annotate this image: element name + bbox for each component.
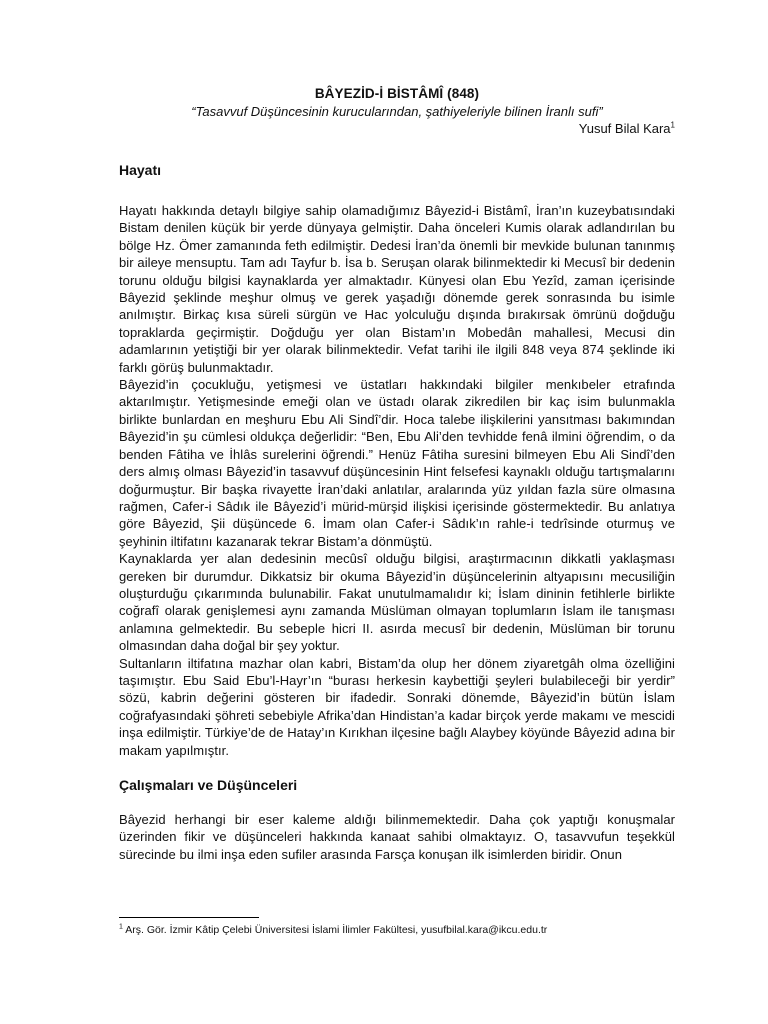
paragraph: Kaynaklarda yer alan dedesinin mecûsî olduğu bilgisi, araştırmacının dikkatli yaklaşması gereken bir durumdur. Dikkatsiz bir okuma Bâyezid’in düşüncelerinin altyapısını mecusiliğin oluşturduğu çıkarımında bulunabilir. Fakat unutulmamalıdır ki; İslam dininin fetihlerle birlikte coğrafî olarak genişlemesi aynı zamanda Müslüman olmayan toplumların İslam ile tanışması anlamına gelmektedir. Bu sebeple hicri II. asırda mecusî bir dedenin, Müslüman bir torunu olmasından daha doğal bir şey yoktur.	[119, 551, 675, 654]
footnote-divider	[119, 917, 259, 918]
paragraph: Bâyezid herhangi bir eser kaleme aldığı bilinmemektedir. Daha çok yaptığı konuşmalar üzerinden fikir ve düşünceleri hakkında kanaat sahibi olmaktayız. O, tasavvufun teşekkül sürecinde bu ilmi inşa eden sufiler arasında Farsça konuşan ilk isimlerden biridir. Onun	[119, 812, 675, 862]
section-heading-hayati: Hayatı	[119, 162, 162, 178]
section-heading-calismalari: Çalışmaları ve Düşünceleri	[119, 777, 298, 793]
paragraph: Hayatı hakkında detaylı bilgiye sahip olamadığımız Bâyezid-i Bistâmî, İran’ın kuzeybatısındaki Bistam denilen küçük bir yerde dünyaya gelmiştir. Daha önceleri Kumis olarak adlandırılan bu bölge Hz. Ömer zamanında feth edilmiştir. Dedesi İran’da önemli bir mevkide bulunan tanınmış bir aileye mensuptu. Tam adı Tayfur b. İsa b. Seruşan olarak bilinmektedir ki Mecusî bir dedenin torunu olduğu bilgisi kaynaklarda yer almaktadır. Künyesi olan Ebu Yezîd, zaman içerisinde Bâyezid şeklinde meşhur olmuş ve gerek yaşadığı dönemde gerek sonrasında bu isimle anılmıştır. Birkaç kısa süreli sürgün ve Hac yolculuğu dışında bırakırsak ömrünü doğduğu topraklarda geçirmiştir. Doğduğu yer olan Bistam’ın Mobedân mahallesi, Mecusi din adamlarının yetiştiği bir yer olarak bilinmektedir. Vefat tarihi ile ilgili 848 veya 874 şeklinde iki farklı görüş bulunmaktadır.	[119, 203, 675, 375]
paragraph: Sultanların iltifatına mazhar olan kabri, Bistam’da olup her dönem ziyaretgâh olma özelliğini taşımıştır. Ebu Said Ebu’l-Hayr’ın “burası herkesin kaybettiği şeyleri bulabileceği bir yerdir” sözü, kabrin değerini gösteren bir ifadedir. Sonraki dönemde, Bâyezid’in bütün İslam coğrafyasındaki şöhreti sebebiyle Afrika’dan Hindistan’a kadar birçok yerde makamı ve mescidi inşa edilmiştir. Türkiye’de de Hatay’ın Kırıkhan ilçesine bağlı Alaybey köyünde Bâyezid adına bir makam yapılmıştır.	[119, 655, 675, 758]
footnote-text: Arş. Gör. İzmir Kâtip Çelebi Üniversitesi İslami İlimler Fakültesi, yusufbilal.kara@ikcu.edu.tr	[125, 924, 548, 936]
footnote	[119, 924, 675, 937]
author-name: Yusuf Bilal Kara	[578, 121, 671, 136]
footnote-reference[interactable]: 1	[670, 120, 675, 130]
document-title: BÂYEZİD-İ BİSTÂMÎ (848)	[314, 86, 480, 101]
document-page	[119, 86, 675, 863]
paragraph: Bâyezid’in çocukluğu, yetişmesi ve üstatları hakkındaki bilgiler menkıbeler etrafında aktarılmıştır. Yetişmesinde emeği olan ve üstadı olarak zikredilen bir kaç isim bulunmakla birlikte bunlardan en meşhuru Ebu Ali Sindî’dir. Hoca talebe ilişkilerini yansıtması bakımından Bâyezid’in şu cümlesi oldukça değerlidir: “Ben, Ebu Ali’den tevhidde fenâ ilmini öğrendim, o da benden Fâtiha ve İhlâs surelerini öğrendi.” Henüz Fâtiha suresini bilmeyen Ebu Ali Sindî’den ders almış olması Bâyezid’in tasavvuf düşüncesinin Hint felsefesi kaynaklı olduğu tartışmalarını doğurmuştur. Bir başka rivayette İran’daki anlatılar, aralarında yüz yıldan fazla süre olmasına rağmen, Cafer-i Sâdık ile Bâyezid’i mürid-mürşid ilişkisi içerisinde göstermektedir. Bu anlatıya göre Bâyezid, Şii düşüncede 6. İmam olan Cafer-i Sâdık’ın rahle-i tedrîsinde oturmuş ve şeyhinin iltifatını kazanarak tekrar Bistam’a dönmüştü.	[119, 377, 675, 549]
footnote-mark: 1	[119, 923, 123, 931]
author-line	[119, 121, 675, 137]
document-subtitle: “Tasavvuf Düşüncesinin kurucularından, şathiyeleriyle bilinen İranlı sufi”	[191, 104, 603, 119]
